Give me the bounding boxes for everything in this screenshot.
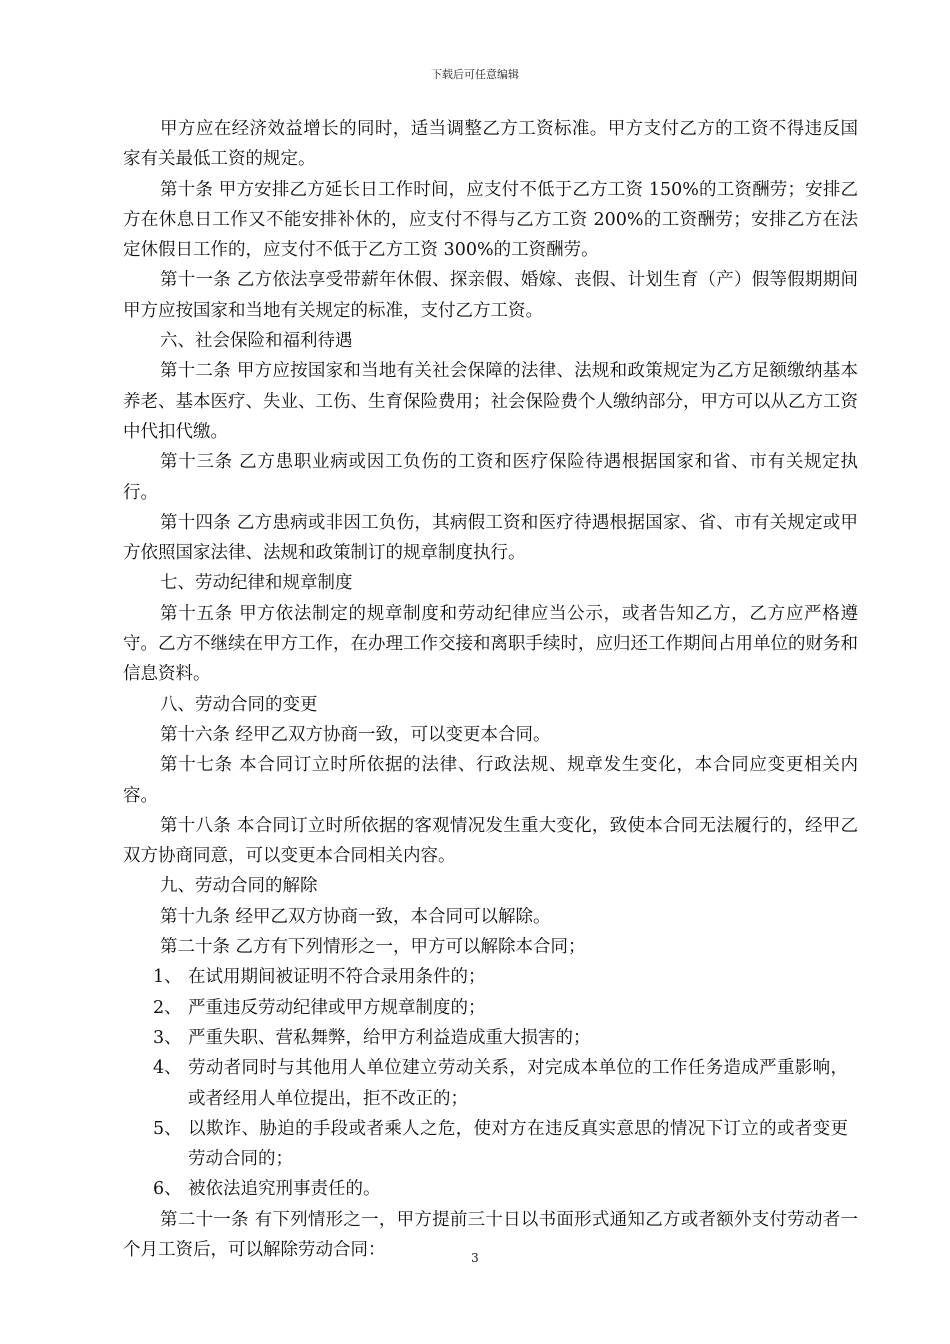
paragraph-wage-adjustment: 甲方应在经济效益增长的同时，适当调整乙方工资标准。甲方支付乙方的工资不得违反国家有关最低工资的规定。	[123, 119, 858, 170]
article-10: 第十条 甲方安排乙方延长日工作时间，应支付不低于乙方工资 150%的工资酬劳；安排乙方在休息日工作又不能安排补休的，应支付不得与乙方工资 200%的工资酬劳；安排乙方在法定休假日工作的，应支付不低于乙方工资 300%的工资酬劳。	[123, 179, 858, 261]
list-item	[123, 1114, 858, 1175]
section-heading-contract-termination: 九、劳动合同的解除	[160, 876, 318, 897]
list-item	[123, 993, 858, 1023]
list-item-text: 在试用期间被证明不符合录用条件的；	[188, 967, 486, 988]
article-14: 第十四条 乙方患病或非因工负伤，其病假工资和医疗待遇根据国家、省、市有关规定或甲方依照国家法律、法规和政策制订的规章制度执行。	[123, 512, 858, 564]
page-header: 下载后可任意编辑	[431, 68, 519, 81]
document-body	[123, 114, 858, 1265]
list-item	[123, 1174, 858, 1204]
list-item-number: 5、	[153, 1118, 182, 1139]
list-item	[123, 1053, 858, 1114]
list-item-number: 6、	[153, 1179, 182, 1200]
list-item-text: 严重违反劳动纪律或甲方规章制度的；	[188, 997, 486, 1018]
article-12: 第十二条 甲方应按国家和当地有关社会保障的法律、法规和政策规定为乙方足额缴纳基本养老、基本医疗、失业、工伤、生育保险费用；社会保险费个人缴纳部分，甲方可以从乙方工资中代扣代缴。	[123, 361, 858, 442]
list-item-text: 劳动者同时与其他用人单位建立劳动关系，对完成本单位的工作任务造成严重影响，或者经用人单位提出，拒不改正的；	[188, 1058, 848, 1109]
article-20: 第二十条 乙方有下列情形之一，甲方可以解除本合同；	[160, 937, 586, 958]
article-19: 第十九条 经甲乙双方协商一致，本合同可以解除。	[160, 906, 551, 927]
list-item-number: 1、	[153, 967, 182, 988]
page-number: 3	[471, 1251, 479, 1265]
section-heading-social-insurance: 六、社会保险和福利待遇	[160, 331, 353, 352]
list-item-text: 被依法追究刑事责任的。	[188, 1179, 381, 1200]
list-item-number: 4、	[153, 1058, 182, 1079]
list-item-text: 以欺诈、胁迫的手段或者乘人之危，使对方在违反真实意思的情况下订立的或者变更劳动合同的；	[188, 1118, 848, 1170]
list-item	[123, 962, 858, 992]
article-17: 第十七条 本合同订立时所依据的法律、行政法规、规章发生变化，本合同应变更相关内容。	[123, 755, 858, 806]
article-18: 第十八条 本合同订立时所依据的客观情况发生重大变化，致使本合同无法履行的，经甲乙双方协商同意，可以变更本合同相关内容。	[123, 815, 858, 867]
article-16: 第十六条 经甲乙双方协商一致，可以变更本合同。	[160, 724, 551, 745]
article-15: 第十五条 甲方依法制定的规章制度和劳动纪律应当公示，或者告知乙方，乙方应严格遵守。乙方不继续在甲方工作，在办理工作交接和离职手续时，应归还工作期间占用单位的财务和信息资料。	[123, 603, 858, 685]
section-heading-contract-change: 八、劳动合同的变更	[160, 694, 318, 715]
article-11: 第十一条 乙方依法享受带薪年休假、探亲假、婚嫁、丧假、计划生育（产）假等假期期间甲方应按国家和当地有关规定的标准，支付乙方工资。	[123, 270, 858, 321]
list-item-number: 2、	[153, 997, 182, 1018]
list-item	[123, 1023, 858, 1053]
section-heading-labor-discipline: 七、劳动纪律和规章制度	[160, 573, 353, 594]
list-item-text: 严重失职、营私舞弊，给甲方利益造成重大损害的；	[188, 1027, 591, 1048]
article-21: 第二十一条 有下列情形之一，甲方提前三十日以书面形式通知乙方或者额外支付劳动者一个月工资后，可以解除劳动合同：	[123, 1209, 858, 1260]
list-item-number: 3、	[153, 1027, 182, 1048]
article-13: 第十三条 乙方患职业病或因工负伤的工资和医疗保险待遇根据国家和省、市有关规定执行。	[123, 452, 858, 503]
